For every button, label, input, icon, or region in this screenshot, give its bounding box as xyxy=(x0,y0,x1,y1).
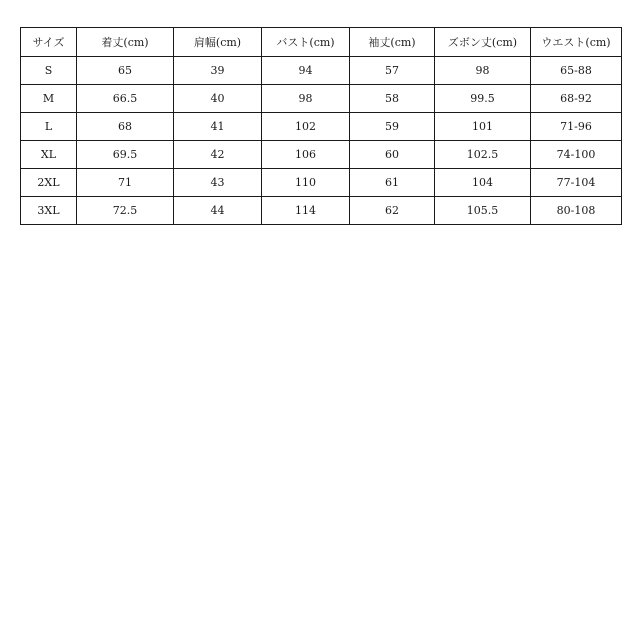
cell-pants-length: 98 xyxy=(435,57,531,85)
cell-bust: 106 xyxy=(262,141,350,169)
cell-bust: 94 xyxy=(262,57,350,85)
cell-bust: 98 xyxy=(262,85,350,113)
header-pants-length: ズボン丈(cm) xyxy=(435,28,531,57)
cell-length: 69.5 xyxy=(77,141,174,169)
cell-bust: 102 xyxy=(262,113,350,141)
cell-pants-length: 101 xyxy=(435,113,531,141)
cell-size: L xyxy=(21,113,77,141)
cell-sleeve: 62 xyxy=(350,197,435,225)
cell-size: S xyxy=(21,57,77,85)
cell-shoulder: 43 xyxy=(174,169,262,197)
cell-length: 65 xyxy=(77,57,174,85)
cell-sleeve: 61 xyxy=(350,169,435,197)
cell-shoulder: 44 xyxy=(174,197,262,225)
cell-length: 66.5 xyxy=(77,85,174,113)
cell-pants-length: 105.5 xyxy=(435,197,531,225)
cell-waist: 65-88 xyxy=(531,57,622,85)
cell-size: 2XL xyxy=(21,169,77,197)
table-row xyxy=(21,141,622,169)
cell-sleeve: 60 xyxy=(350,141,435,169)
cell-pants-length: 104 xyxy=(435,169,531,197)
header-length: 着丈(cm) xyxy=(77,28,174,57)
cell-shoulder: 41 xyxy=(174,113,262,141)
cell-size: M xyxy=(21,85,77,113)
header-bust: バスト(cm) xyxy=(262,28,350,57)
cell-length: 71 xyxy=(77,169,174,197)
table-row xyxy=(21,113,622,141)
table-row xyxy=(21,85,622,113)
cell-length: 68 xyxy=(77,113,174,141)
header-waist: ウエスト(cm) xyxy=(531,28,622,57)
header-shoulder: 肩幅(cm) xyxy=(174,28,262,57)
cell-bust: 114 xyxy=(262,197,350,225)
header-sleeve: 袖丈(cm) xyxy=(350,28,435,57)
header-row xyxy=(21,28,622,57)
cell-pants-length: 99.5 xyxy=(435,85,531,113)
cell-sleeve: 57 xyxy=(350,57,435,85)
table-row xyxy=(21,197,622,225)
cell-waist: 71-96 xyxy=(531,113,622,141)
size-chart-table xyxy=(20,27,622,225)
cell-bust: 110 xyxy=(262,169,350,197)
cell-size: 3XL xyxy=(21,197,77,225)
header-size: サイズ xyxy=(21,28,77,57)
cell-pants-length: 102.5 xyxy=(435,141,531,169)
cell-sleeve: 58 xyxy=(350,85,435,113)
cell-shoulder: 39 xyxy=(174,57,262,85)
cell-sleeve: 59 xyxy=(350,113,435,141)
cell-waist: 74-100 xyxy=(531,141,622,169)
table-row xyxy=(21,57,622,85)
cell-shoulder: 42 xyxy=(174,141,262,169)
table-row xyxy=(21,169,622,197)
cell-waist: 77-104 xyxy=(531,169,622,197)
cell-waist: 80-108 xyxy=(531,197,622,225)
cell-waist: 68-92 xyxy=(531,85,622,113)
cell-size: XL xyxy=(21,141,77,169)
cell-shoulder: 40 xyxy=(174,85,262,113)
cell-length: 72.5 xyxy=(77,197,174,225)
